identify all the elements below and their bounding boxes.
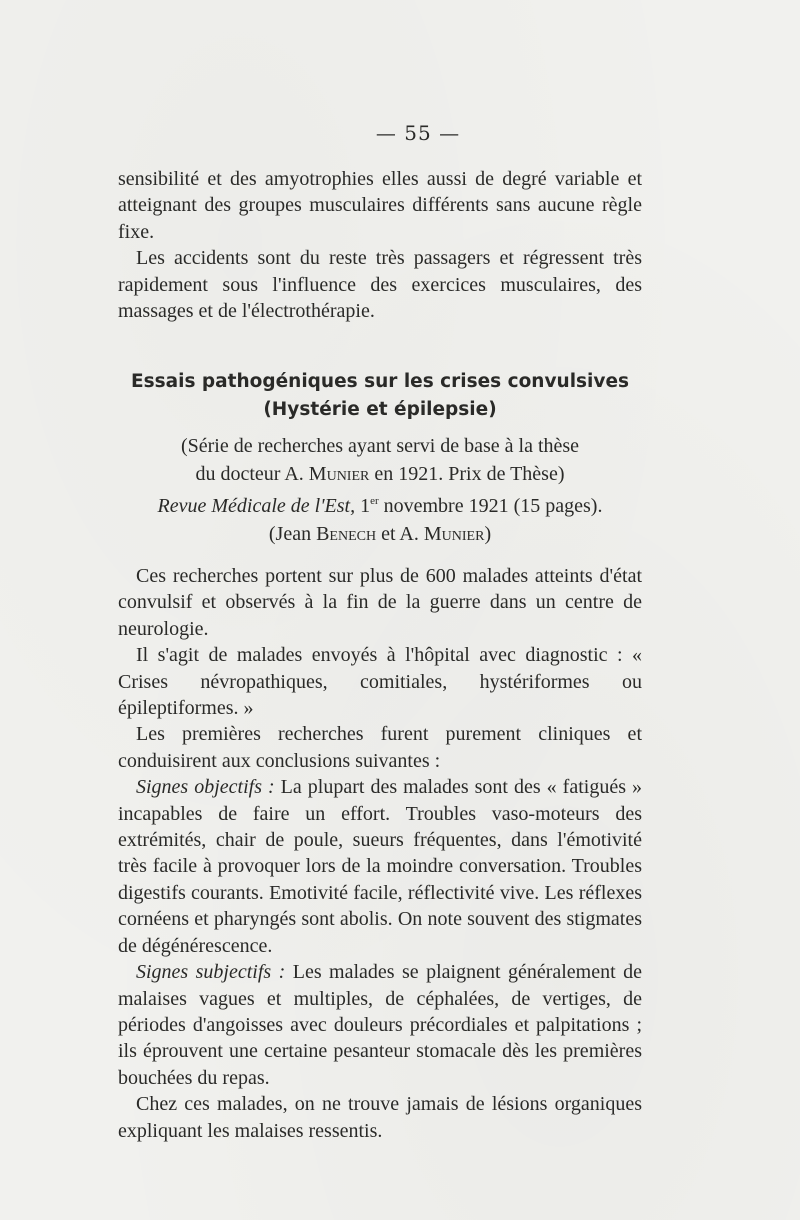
- authors-line: [118, 520, 642, 548]
- journal-date-pages: novembre 1921 (15 pages).: [378, 495, 603, 517]
- intro-text: [118, 166, 642, 324]
- author-name-munier: Munier: [308, 463, 370, 485]
- author-name-benech: Benech: [316, 523, 377, 545]
- authors-close: ): [484, 523, 492, 545]
- journal-day-suffix: er: [370, 495, 379, 507]
- paragraph-2: Il s'agit de malades envoyés à l'hôpital avec diagnostic : « Crises névropathiques, comitiales, hystériformes ou épileptiformes. »: [118, 644, 642, 720]
- section-title-line-2: (Hystérie et épilepsie): [263, 399, 497, 420]
- paragraph-4: [118, 774, 642, 959]
- intro-paragraph-1: sensibilité et des amyotrophies elles aussi de degré variable et atteignant des groupes musculaires différents sans aucune règle fixe.: [118, 168, 642, 243]
- authors-open: (Jean: [268, 523, 317, 545]
- note-line-2-start: du docteur A.: [195, 463, 309, 485]
- journal-reference: [118, 492, 642, 520]
- intro-paragraph-2: Les accidents sont du reste très passagers et régressent très rapidement sous l'influence des exercices musculaires, des massages et de l'électrothérapie.: [118, 247, 642, 323]
- journal-day: 1: [355, 495, 371, 517]
- objective-signs-text: La plupart des malades sont des « fatigués » incapables de faire un effort. Troubles vaso-moteurs des extrémités, chair de poule, sueurs fréquentes, dans l'émotivité très facile à provoquer lors de la moindre conversation. Troubles digestifs courants. Emotivité facile, réflectivité vive. Les réflexes cornéens et pharyngés sont abolis. On note souvent des stigmates de dégénérescence.: [118, 776, 643, 957]
- paragraph-1: Ces recherches portent sur plus de 600 malades atteints d'état convulsif et observés à la fin de la guerre dans un centre de neurologie.: [118, 565, 642, 640]
- main-text: [118, 563, 642, 1144]
- section-heading: [118, 368, 642, 424]
- page-number: — 55 —: [375, 121, 461, 145]
- paragraph-6: Chez ces malades, on ne trouve jamais de lésions organiques expliquant les malaises ressentis.: [118, 1093, 642, 1142]
- note-line-2: [118, 460, 642, 488]
- authors-join: et A.: [376, 523, 424, 545]
- objective-signs-label: Signes objectifs :: [136, 776, 275, 799]
- journal-title: Revue Médicale de l'Est,: [157, 495, 356, 517]
- note-line-1: (Série de recherches ayant servi de base à la thèse: [180, 435, 580, 457]
- paragraph-5: [118, 959, 642, 1091]
- section-note: [118, 432, 642, 488]
- subjective-signs-text: Les malades se plaignent généralement de malaises vagues et multiples, de céphalées, de vertiges, de périodes d'angoisses avec douleurs précordiales et palpitations ; ils éprouvent une certaine pesanteur stomacale dès les premières bouchées du repas.: [118, 961, 642, 1089]
- paragraph-3: Les premières recherches furent purement cliniques et conduisirent aux conclusions suivantes :: [118, 723, 642, 772]
- author-name-munier-2: Munier: [423, 523, 485, 545]
- subjective-signs-label: Signes subjectifs :: [136, 961, 286, 984]
- citation: [118, 492, 642, 548]
- section-title-line-1: Essais pathogéniques sur les crises convulsives: [130, 371, 630, 392]
- note-line-2-end: en 1921. Prix de Thèse): [369, 463, 565, 485]
